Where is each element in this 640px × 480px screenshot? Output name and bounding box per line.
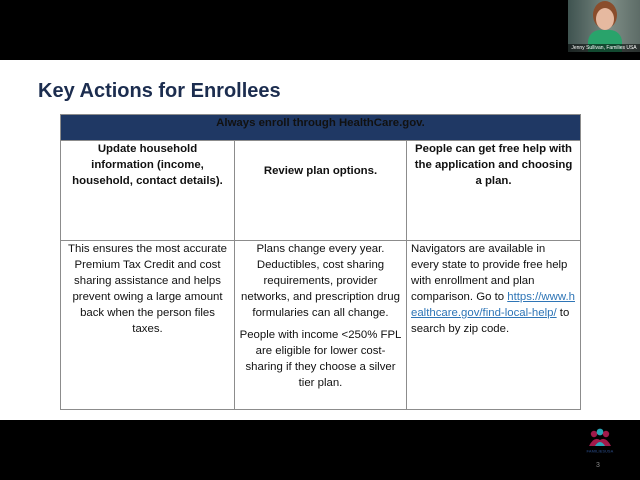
help-body-suffix: to search by zip code. [411, 307, 570, 335]
body-row [61, 241, 581, 410]
page-number: 3 [596, 462, 600, 469]
update-body-text: This ensures the most accurate Premium Tax Credit and cost sharing assistance and helps prevent owing a large amount back when the person files taxes. [68, 243, 227, 335]
banner-row [61, 115, 581, 141]
find-local-help-link[interactable]: https://www.healthcare.gov/find-local-help/ [411, 291, 575, 319]
column-heading-review: Review plan options. [235, 141, 407, 241]
column-body-review [235, 241, 407, 410]
speaker-head [596, 8, 614, 30]
column-heading-help: People can get free help with the application and choosing a plan. [407, 141, 581, 241]
help-body-prefix: Navigators are available in every state to provide free help with enrollment and plan comparison. Go to [411, 243, 568, 303]
review-body-text-1: Plans change every year. Deductibles, cost sharing requirements, provider networks, and prescription drug formularies can all change. [241, 243, 400, 319]
banner-text: Always enroll through HealthCare.gov. [61, 115, 581, 141]
logo-text: FAMILIESUSA [586, 448, 614, 454]
actions-table [60, 114, 581, 410]
slide [0, 60, 640, 469]
speaker-caption: Jenny Sullivan, Families USA [568, 44, 640, 52]
speaker-video-thumbnail[interactable] [568, 0, 640, 52]
heading-row [61, 141, 581, 241]
review-body-text-2: People with income <250% FPL are eligible for lower cost-sharing if they choose a silver tier plan. [239, 329, 402, 389]
column-body-update [61, 241, 235, 410]
column-body-help [407, 241, 581, 410]
column-heading-update: Update household information (income, household, contact details). [61, 141, 235, 241]
families-usa-logo [586, 428, 614, 454]
slide-title: Key Actions for Enrollees [38, 80, 281, 102]
